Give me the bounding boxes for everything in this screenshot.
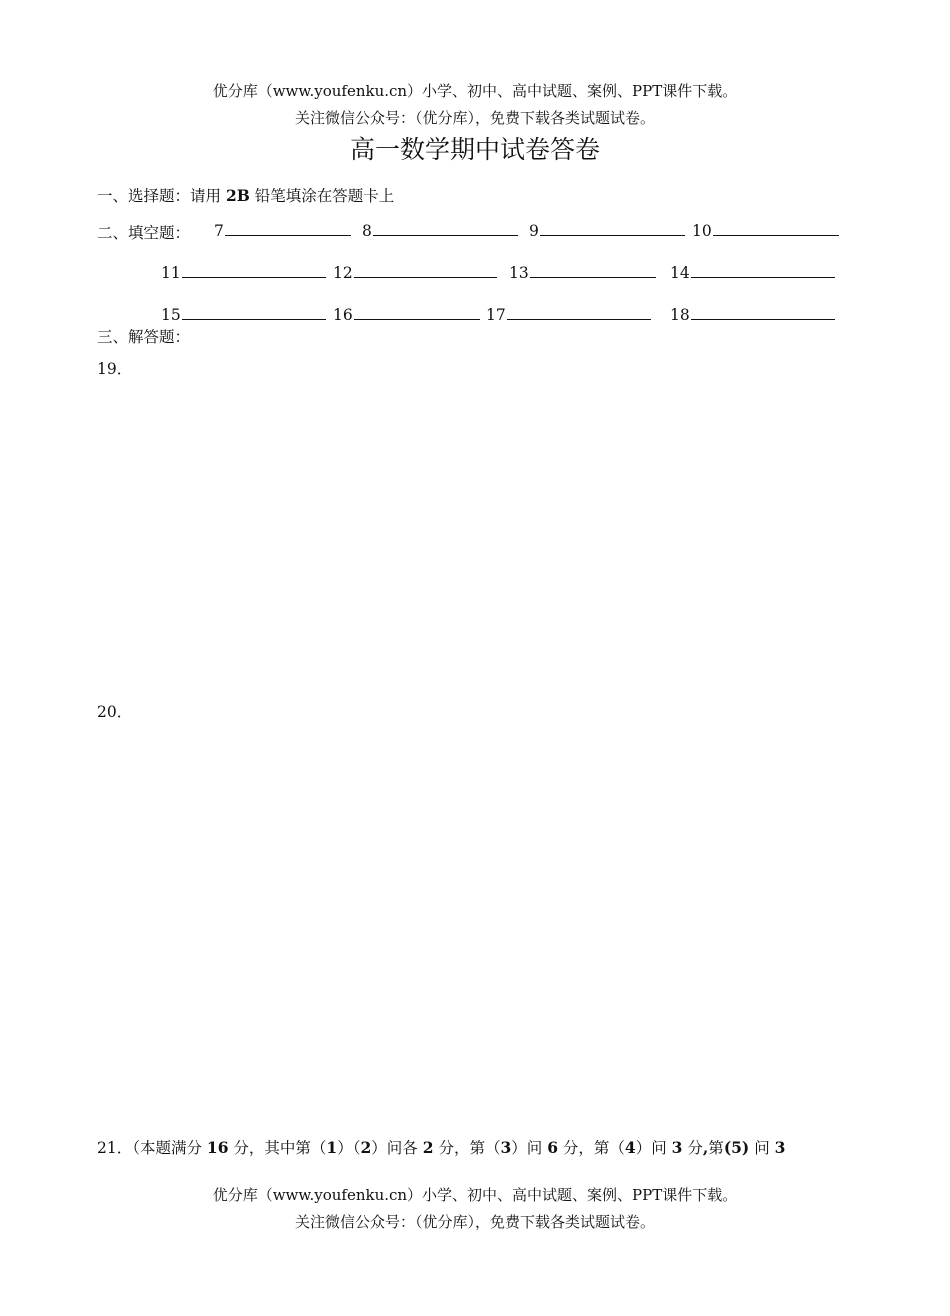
q21-text: 21．（本题满分 xyxy=(97,1139,207,1157)
section-fill-label: 二、填空题： xyxy=(97,224,191,242)
q21-text: 分 xyxy=(682,1139,703,1157)
q21-text: ）问 xyxy=(635,1139,672,1157)
q21-bold: , xyxy=(702,1138,709,1157)
q21-text: ）问各 xyxy=(371,1139,423,1157)
fill-blank-16[interactable] xyxy=(333,305,480,324)
question-21 xyxy=(97,1136,785,1158)
q21-bold: 2 xyxy=(360,1138,372,1157)
answer-line[interactable] xyxy=(225,221,351,236)
fill-blank-8[interactable] xyxy=(362,221,518,240)
fill-blank-10[interactable] xyxy=(692,221,839,240)
answer-line[interactable] xyxy=(373,221,518,236)
section-solve-label: 三、解答题： xyxy=(97,328,191,346)
q21-bold: 3 xyxy=(500,1138,512,1157)
fill-blank-number: 17 xyxy=(486,306,506,324)
q21-text: 问 xyxy=(749,1139,775,1157)
fill-blank-11[interactable] xyxy=(161,263,326,282)
q21-bold: 3 xyxy=(774,1138,786,1157)
section-choice-text-after: 铅笔填涂在答题卡上 xyxy=(249,187,395,205)
fill-blank-9[interactable] xyxy=(529,221,685,240)
answer-line[interactable] xyxy=(182,305,326,320)
q21-text: 分，第（ xyxy=(433,1139,501,1157)
fill-blank-7[interactable] xyxy=(214,221,351,240)
q21-text: ）问 xyxy=(511,1139,548,1157)
fill-blank-number: 14 xyxy=(670,264,690,282)
answer-line[interactable] xyxy=(691,263,835,278)
q21-bold: 16 xyxy=(206,1138,229,1157)
fill-blank-14[interactable] xyxy=(670,263,835,282)
q21-text: 分，第（ xyxy=(557,1139,625,1157)
q21-text: 分，其中第（ xyxy=(228,1139,327,1157)
q21-bold: (5) xyxy=(723,1138,750,1157)
fill-blank-number: 10 xyxy=(692,222,712,240)
fill-blank-number: 18 xyxy=(670,306,690,324)
fill-blank-18[interactable] xyxy=(670,305,835,324)
section-choice-text-before: 请用 xyxy=(190,187,226,205)
question-19: 19． xyxy=(97,360,133,378)
q21-bold: 6 xyxy=(547,1138,558,1157)
footer-line-1: 优分库（www.youfenku.cn）小学、初中、高中试题、案例、PPT课件下载。 xyxy=(212,1186,738,1204)
section-choice-bold: 2B xyxy=(225,186,250,205)
question-20: 20． xyxy=(97,703,133,721)
fill-blank-number: 9 xyxy=(529,222,539,240)
answer-line[interactable] xyxy=(713,221,839,236)
answer-line[interactable] xyxy=(507,305,651,320)
answer-line[interactable] xyxy=(540,221,685,236)
header-line-2: 关注微信公众号：（优分库），免费下载各类试题试卷。 xyxy=(294,109,655,127)
fill-blank-17[interactable] xyxy=(486,305,651,324)
page-title: 高一数学期中试卷答卷 xyxy=(349,135,600,164)
fill-blank-number: 16 xyxy=(333,306,353,324)
header-line-1: 优分库（www.youfenku.cn）小学、初中、高中试题、案例、PPT课件下载。 xyxy=(212,82,738,100)
fill-blank-number: 13 xyxy=(509,264,529,282)
fill-blank-number: 15 xyxy=(161,306,181,324)
fill-blank-number: 7 xyxy=(214,222,224,240)
q21-bold: 1 xyxy=(326,1138,338,1157)
q21-text: 第 xyxy=(708,1139,724,1157)
fill-blank-number: 8 xyxy=(362,222,372,240)
q21-text: ）（ xyxy=(337,1139,361,1157)
fill-blank-number: 12 xyxy=(333,264,353,282)
answer-line[interactable] xyxy=(354,263,497,278)
fill-blank-15[interactable] xyxy=(161,305,326,324)
q21-bold: 3 xyxy=(671,1138,683,1157)
footer-line-2: 关注微信公众号：（优分库），免费下载各类试题试卷。 xyxy=(294,1213,655,1231)
q21-bold: 2 xyxy=(422,1138,434,1157)
answer-line[interactable] xyxy=(691,305,835,320)
section-choice xyxy=(97,184,394,206)
answer-line[interactable] xyxy=(354,305,480,320)
answer-line[interactable] xyxy=(182,263,326,278)
section-choice-label: 一、选择题： xyxy=(97,187,191,205)
fill-blank-13[interactable] xyxy=(509,263,656,282)
fill-blank-number: 11 xyxy=(161,264,181,282)
q21-bold: 4 xyxy=(624,1138,636,1157)
answer-line[interactable] xyxy=(530,263,656,278)
fill-blank-12[interactable] xyxy=(333,263,497,282)
